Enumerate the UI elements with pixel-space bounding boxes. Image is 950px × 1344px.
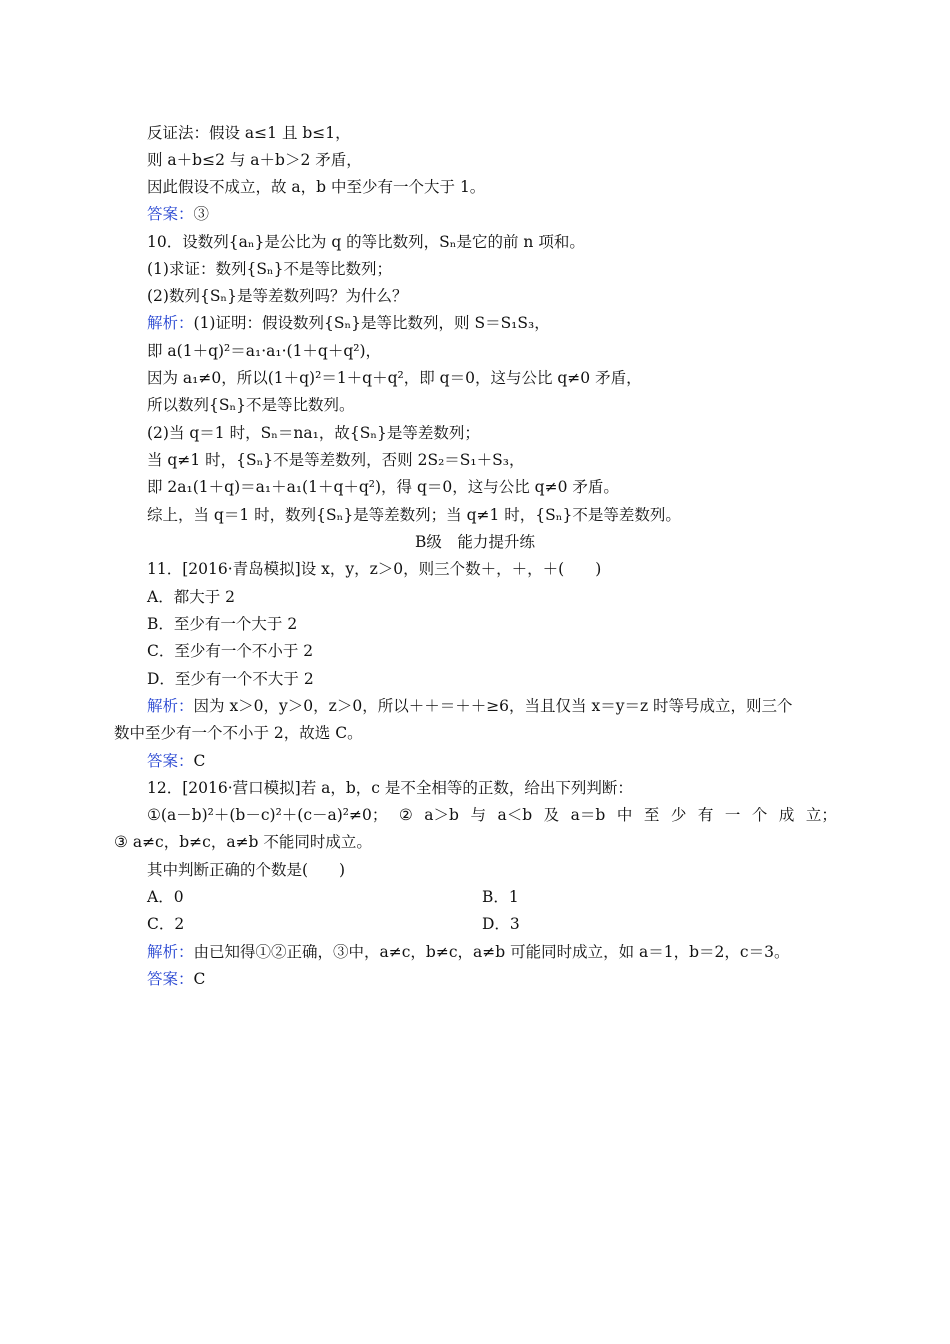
solution-text: 由已知得①②正确，③中，a≠c，b≠c，a≠b 可能同时成立，如 a＝1，b＝2，c＝3。 bbox=[193, 943, 790, 961]
judgement-text: 中 bbox=[616, 806, 633, 824]
question-12-stem: 12．[2016·营口模拟]若 a，b，c 是不全相等的正数，给出下列判断： bbox=[147, 779, 633, 797]
solution-10-line-3: 因为 a₁≠0，所以(1＋q)²＝1＋q＋q²，即 q＝0，这与公比 q≠0 矛盾， bbox=[147, 369, 642, 387]
answer-11 bbox=[147, 751, 205, 771]
question-12-prompt: 其中判断正确的个数是( ) bbox=[147, 861, 346, 879]
proof-line-3: 因此假设不成立，故 a，b 中至少有一个大于 1。 bbox=[147, 178, 486, 196]
judgement-text: 与 bbox=[470, 806, 486, 824]
judgement-text: a＜b bbox=[497, 806, 533, 824]
question-12-judgement-1 bbox=[147, 805, 837, 825]
judgement-text: 至 bbox=[643, 806, 660, 824]
solution-text: (1)证明：假设数列{Sₙ}是等比数列，则 S＝S₁S₃， bbox=[193, 314, 550, 332]
option-b: B．至少有一个大于 2 bbox=[147, 615, 298, 633]
judgement-text: a＞b bbox=[424, 806, 459, 824]
answer-9 bbox=[147, 204, 209, 224]
solution-12 bbox=[147, 942, 789, 962]
answer-value: C bbox=[193, 970, 206, 988]
option-d: D．至少有一个不大于 2 bbox=[147, 670, 314, 688]
judgement-text: a＝b bbox=[570, 806, 606, 824]
solution-label: 解析： bbox=[147, 314, 194, 332]
option-c: C．至少有一个不小于 2 bbox=[147, 642, 314, 660]
answer-value: ③ bbox=[193, 205, 210, 223]
judgement-text: 有 bbox=[697, 806, 714, 824]
answer-label: 答案： bbox=[147, 970, 194, 988]
option-c: C．2 bbox=[147, 915, 185, 933]
answer-value: C bbox=[193, 752, 206, 770]
judgement-text: ①(a－b)²＋(b－c)²＋(c－a)²≠0； bbox=[147, 806, 388, 824]
judgement-text: 立； bbox=[805, 806, 837, 824]
proof-line-1: 反证法：假设 a≤1 且 b≤1， bbox=[147, 124, 351, 142]
option-a: A．都大于 2 bbox=[147, 588, 235, 606]
question-10-part-2: (2)数列{Sₙ}是等差数列吗？为什么？ bbox=[147, 287, 408, 305]
judgement-text: 一 bbox=[724, 806, 741, 824]
solution-10-line-1 bbox=[147, 313, 550, 333]
option-a: A．0 bbox=[147, 888, 184, 906]
solution-11-line-1 bbox=[147, 696, 793, 716]
solution-10-line-4: 所以数列{Sₙ}不是等比数列。 bbox=[147, 396, 355, 414]
option-d: D．3 bbox=[482, 915, 520, 933]
solution-11-line-2: 数中至少有一个不小于 2，故选 C。 bbox=[114, 724, 363, 742]
solution-label: 解析： bbox=[147, 943, 194, 961]
solution-10-line-5: (2)当 q＝1 时，Sₙ＝na₁，故{Sₙ}是等差数列； bbox=[147, 424, 480, 442]
judgement-text: 个 bbox=[751, 806, 768, 824]
section-heading: B级 能力提升练 bbox=[415, 533, 535, 551]
solution-10-line-8: 综上，当 q＝1 时，数列{Sₙ}是等差数列；当 q≠1 时，{Sₙ}不是等差数列。 bbox=[147, 506, 681, 524]
option-b: B．1 bbox=[482, 888, 519, 906]
solution-10-line-7: 即 2a₁(1＋q)＝a₁＋a₁(1＋q＋q²)，得 q＝0，这与公比 q≠0 矛盾。 bbox=[147, 478, 619, 496]
judgement-text: 成 bbox=[778, 806, 795, 824]
solution-text: 因为 x＞0，y＞0，z＞0，所以＋＋＝＋＋≥6，当且仅当 x＝y＝z 时等号成立，则三个 bbox=[193, 697, 793, 715]
judgement-text: 少 bbox=[670, 806, 687, 824]
question-10-stem: 10．设数列{aₙ}是公比为 q 的等比数列，Sₙ是它的前 n 项和。 bbox=[147, 233, 585, 251]
question-10-part-1: (1)求证：数列{Sₙ}不是等比数列； bbox=[147, 260, 393, 278]
solution-10-line-6: 当 q≠1 时，{Sₙ}不是等差数列，否则 2S₂＝S₁＋S₃， bbox=[147, 451, 525, 469]
answer-label: 答案： bbox=[147, 752, 194, 770]
answer-label: 答案： bbox=[147, 205, 194, 223]
question-11-stem: 11．[2016·青岛模拟]设 x，y，z＞0，则三个数＋，＋，＋( ) bbox=[147, 560, 602, 578]
solution-label: 解析： bbox=[147, 697, 194, 715]
solution-10-line-2: 即 a(1＋q)²＝a₁·a₁·(1＋q＋q²)， bbox=[147, 342, 382, 360]
judgement-text: 及 bbox=[543, 806, 560, 824]
judgement-text: ② bbox=[398, 806, 413, 824]
question-12-judgement-2: ③ a≠c，b≠c，a≠b 不能同时成立。 bbox=[114, 833, 372, 851]
proof-line-2: 则 a＋b≤2 与 a＋b＞2 矛盾， bbox=[147, 151, 362, 169]
answer-12 bbox=[147, 969, 205, 989]
